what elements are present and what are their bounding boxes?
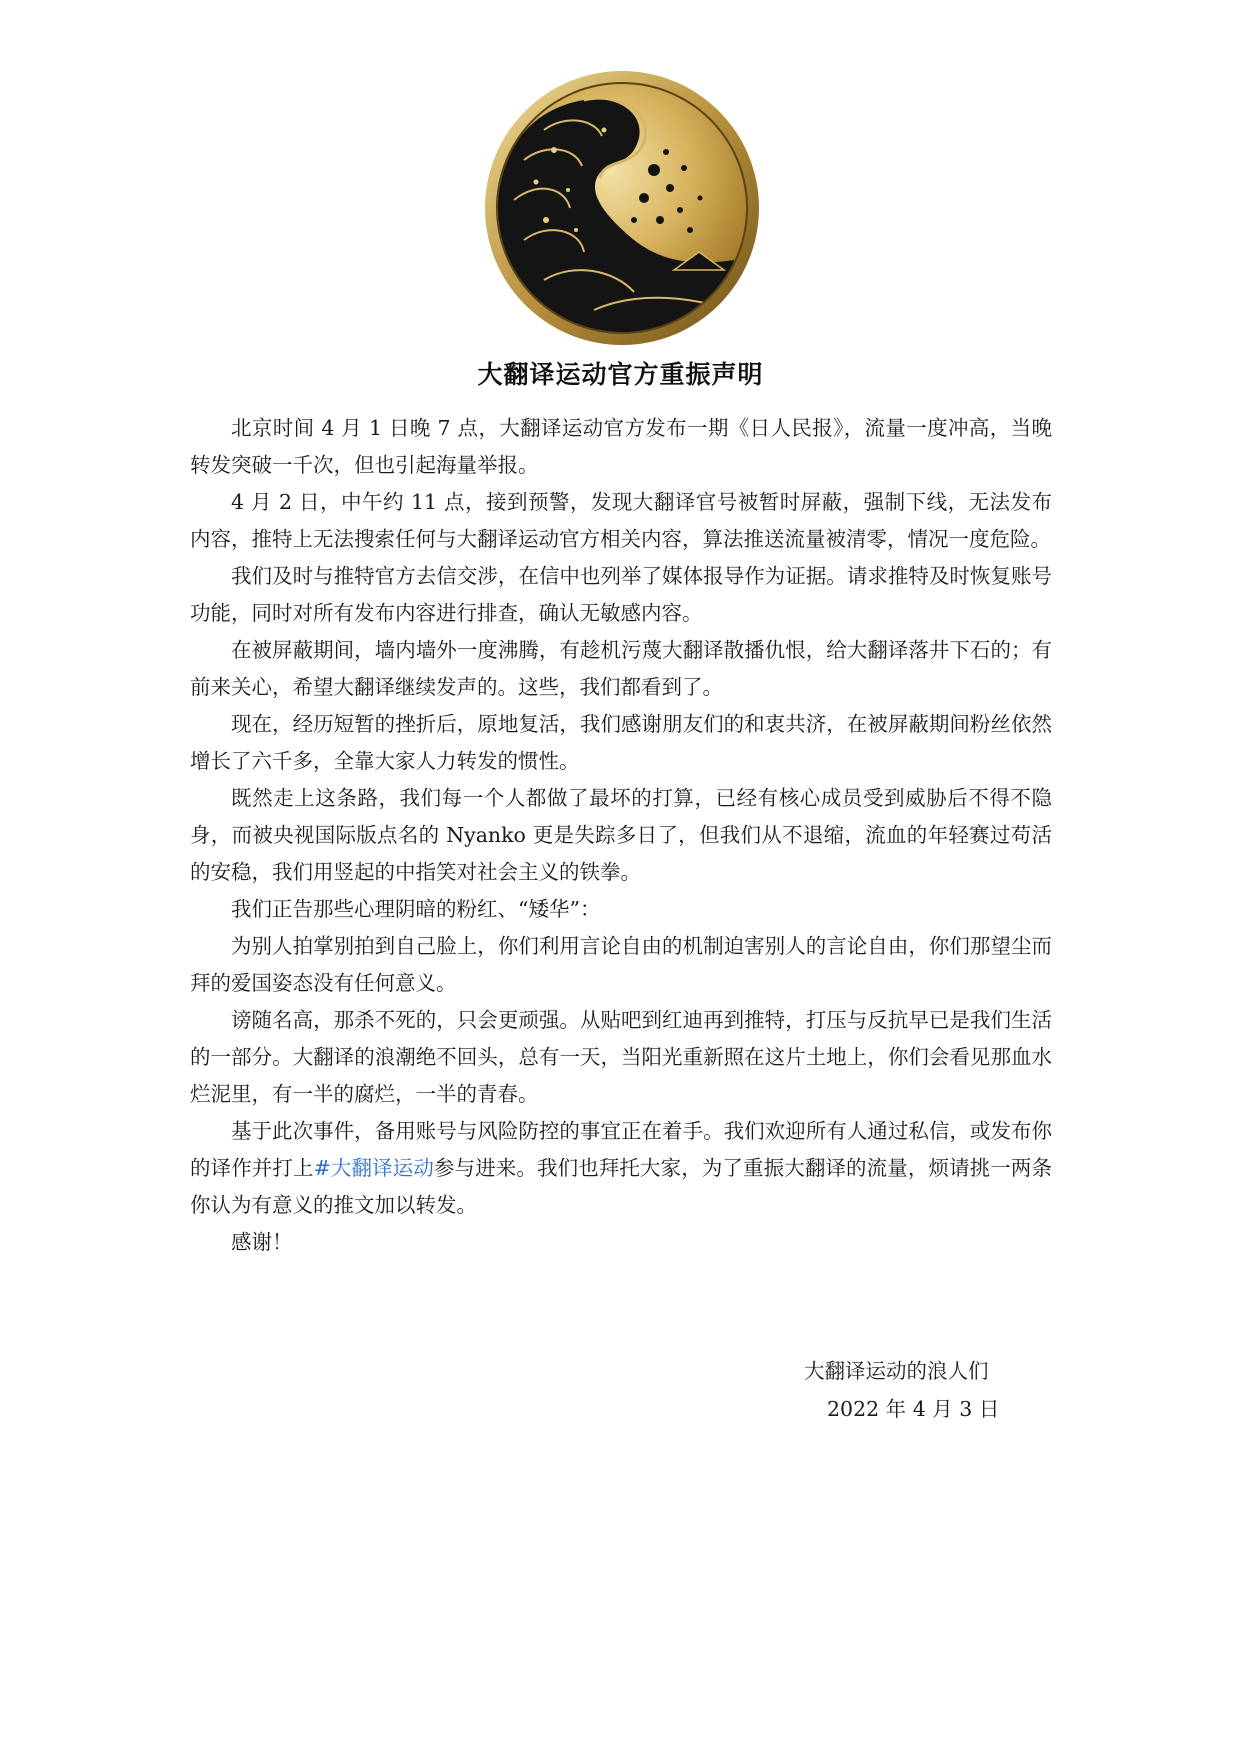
logo	[484, 70, 760, 346]
great-wave-gold-coin-icon	[484, 70, 760, 346]
signature-date: 2022 年 4 月 3 日	[827, 1397, 1000, 1421]
signature-block	[760, 1352, 1060, 1428]
paragraph: 在被屏蔽期间，墙内墙外一度沸腾，有趁机污蔑大翻译散播仇恨，给大翻译落井下石的；有前来关心，希望大翻译继续发声的。这些，我们都看到了。	[190, 638, 1052, 699]
paragraph: 我们正告那些心理阴暗的粉红、“矮华”：	[231, 897, 601, 921]
hashtag-link[interactable]: #大翻译运动	[313, 1156, 434, 1180]
paragraph: 谤随名高，那杀不死的，只会更顽强。从贴吧到红迪再到推特，打压与反抗早已是我们生活的一部分。大翻译的浪潮绝不回头，总有一天，当阳光重新照在这片土地上，你们会看见那血水烂泥里，有一半的腐烂，一半的青春。	[190, 1008, 1052, 1106]
paragraph: 现在，经历短暂的挫折后，原地复活，我们感谢朋友们的和衷共济，在被屏蔽期间粉丝依然增长了六千多，全靠大家人力转发的惯性。	[190, 712, 1052, 773]
paragraph: 北京时间 4 月 1 日晚 7 点，大翻译运动官方发布一期《日人民报》，流量一度冲高，当晚转发突破一千次，但也引起海量举报。	[190, 416, 1052, 477]
paragraph-text-before: 基于此次事件，备用账号与风险防控的事宜正在着手。我们欢迎所有人通过私信，或发布你的译作并打上	[190, 1119, 1052, 1180]
paragraph: 4 月 2 日，中午约 11 点，接到预警，发现大翻译官号被暂时屏蔽，强制下线，无法发布内容，推特上无法搜索任何与大翻译运动官方相关内容，算法推送流量被清零，情况一度危险。	[190, 490, 1052, 551]
closing-text: 感谢！	[231, 1230, 293, 1254]
paragraph-with-hashtag	[190, 1113, 1052, 1224]
statement-body	[190, 410, 1052, 1261]
signature-org: 大翻译运动的浪人们	[804, 1359, 989, 1383]
paragraph: 为别人拍掌别拍到自己脸上，你们利用言论自由的机制迫害别人的言论自由，你们那望尘而拜的爱国姿态没有任何意义。	[190, 934, 1052, 995]
paragraph: 既然走上这条路，我们每一个人都做了最坏的打算，已经有核心成员受到威胁后不得不隐身，而被央视国际版点名的 Nyanko 更是失踪多日了，但我们从不退缩，流血的年轻赛过苟活的安稳，我们用竖起的中指笑对社会主义的铁拳。	[190, 786, 1052, 884]
paragraph: 我们及时与推特官方去信交涉，在信中也列举了媒体报导作为证据。请求推特及时恢复账号功能，同时对所有发布内容进行排查，确认无敏感内容。	[190, 564, 1052, 625]
paragraph-text-after: 参与进来。我们也拜托大家，为了重振大翻译的流量，烦请挑一两条你认为有意义的推文加以转发。	[190, 1156, 1053, 1217]
page-title: 大翻译运动官方重振声明	[477, 360, 764, 389]
